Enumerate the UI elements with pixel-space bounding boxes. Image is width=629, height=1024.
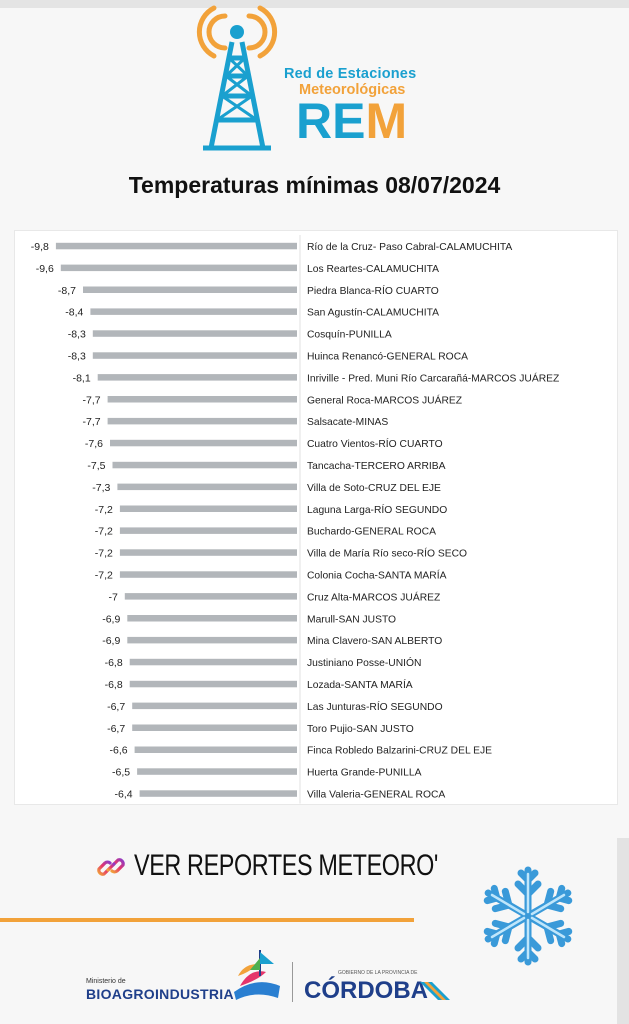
ver-reportes-label[interactable]: VER REPORTES METEORO' — [134, 849, 439, 882]
station-label: Salsacate-MINAS — [307, 417, 389, 429]
brand-acronym — [296, 93, 408, 149]
chart-bar — [61, 265, 297, 272]
station-label: Huinca Renancó-GENERAL ROCA — [307, 351, 468, 363]
station-label: Justiniano Posse-UNIÓN — [307, 658, 422, 670]
station-label: Los Reartes-CALAMUCHITA — [307, 263, 439, 275]
station-label: Inriville - Pred. Muni Río Carcarañá-MARCOS JUÁREZ — [307, 373, 560, 385]
bar-value-label: -8,3 — [67, 328, 86, 341]
station-label: Villa de Soto-CRUZ DEL EJE — [307, 482, 441, 494]
bar-value-label: -9,8 — [30, 241, 49, 253]
chart-title: Temperaturas mínimas 08/07/2024 — [128, 172, 501, 198]
station-label: Cosquín-PUNILLA — [307, 329, 392, 341]
chart-bar — [113, 462, 298, 469]
station-label: Lozada-SANTA MARÍA — [307, 680, 413, 691]
station-label: Tancacha-TERCERO ARRIBA — [307, 461, 446, 472]
brand-acronym-first: RE — [296, 93, 366, 149]
chart-bar — [110, 440, 297, 447]
station-label: Huerta Grande-PUNILLA — [307, 767, 422, 779]
chart-bar — [130, 659, 297, 666]
temperature-bar-chart — [15, 231, 617, 804]
snowflake-icon — [476, 862, 580, 970]
chart-bar — [93, 352, 297, 359]
station-label: Villa de María Río seco-RÍO SECO — [307, 548, 468, 560]
chart-bar — [127, 637, 297, 644]
chart-bar — [56, 243, 297, 250]
chart-bar — [120, 571, 297, 578]
chart-bar — [117, 484, 297, 491]
chart-bar — [108, 418, 297, 425]
station-label: Marull-SAN JUSTO — [307, 614, 397, 626]
bar-value-label: -7,7 — [82, 416, 101, 429]
cordoba-flag-stripe-icon — [420, 982, 450, 1000]
chart-bar — [127, 615, 297, 622]
bar-value-label: -7,2 — [94, 503, 113, 516]
station-label: General Roca-MARCOS JUÁREZ — [307, 395, 463, 407]
link-icon — [96, 852, 126, 882]
footer-cordoba: CÓRDOBA — [304, 977, 428, 1004]
bar-value-label: -6,7 — [107, 722, 126, 735]
footer-ministerio: Ministerio de — [86, 978, 126, 985]
bar-value-label: -7,7 — [82, 394, 101, 407]
bar-value-label: -8,1 — [72, 372, 91, 385]
bar-value-label: -8,7 — [57, 284, 76, 297]
station-label: Río de la Cruz- Paso Cabral-CALAMUCHITA — [307, 242, 513, 253]
chart-bar — [130, 681, 297, 688]
brand-acronym-last: M — [365, 93, 408, 149]
chart-bar — [120, 506, 297, 513]
bar-value-label: -7,6 — [84, 438, 103, 451]
bar-value-label: -7 — [108, 591, 118, 604]
bar-value-label: -8,3 — [67, 350, 86, 363]
bar-value-label: -6,9 — [102, 613, 121, 626]
page-edge — [617, 838, 629, 1024]
station-label: Piedra Blanca-RÍO CUARTO — [307, 285, 439, 297]
station-label: Buchardo-GENERAL ROCA — [307, 526, 436, 538]
chart-bar — [108, 396, 297, 403]
chart-bar — [90, 308, 297, 315]
bar-value-label: -6,8 — [104, 679, 123, 691]
station-label: Villa Valeria-GENERAL ROCA — [307, 789, 446, 801]
chart-bar — [120, 527, 297, 534]
bar-value-label: -6,8 — [104, 657, 123, 670]
footer-gobierno: GOBIERNO DE LA PROVINCIA DE — [338, 970, 418, 976]
chart-bar — [120, 549, 297, 556]
bar-value-label: -7,5 — [87, 460, 106, 472]
chart-panel — [14, 230, 618, 805]
bar-value-label: -7,2 — [94, 525, 113, 538]
chart-bar — [98, 374, 297, 381]
bar-value-label: -8,4 — [65, 306, 84, 319]
station-label: Cuatro Vientos-RÍO CUARTO — [307, 439, 443, 451]
bar-value-label: -6,6 — [109, 744, 128, 757]
station-label: Cruz Alta-MARCOS JUÁREZ — [307, 592, 441, 604]
footer-bioagroindustria: BIOAGROINDUSTRIA — [86, 986, 234, 1002]
bar-value-label: -6,9 — [102, 635, 121, 648]
chart-bar — [132, 725, 297, 732]
chart-bar — [132, 703, 297, 710]
station-label: Mina Clavero-SAN ALBERTO — [307, 636, 443, 648]
bar-value-label: -7,2 — [94, 547, 113, 560]
station-label: Colonia Cocha-SANTA MARÍA — [307, 570, 447, 582]
ministry-logo-icon — [230, 946, 282, 1002]
chart-bar — [93, 330, 297, 337]
station-label: Finca Robledo Balzarini-CRUZ DEL EJE — [307, 745, 493, 757]
bar-value-label: -6,5 — [112, 766, 131, 779]
chart-bar — [125, 593, 297, 600]
bar-value-label: -9,6 — [35, 262, 54, 275]
brand-line1: Red de Estaciones — [284, 66, 417, 82]
station-label: Las Junturas-RÍO SEGUNDO — [307, 701, 443, 713]
bar-value-label: -6,7 — [107, 700, 126, 713]
station-label: Laguna Larga-RÍO SEGUNDO — [307, 504, 448, 516]
footer-separator — [292, 962, 293, 1002]
brand-line2: Meteorológicas — [299, 82, 406, 98]
chart-bar — [135, 747, 297, 754]
bar-value-label: -7,3 — [92, 481, 111, 494]
chart-bar — [140, 790, 297, 797]
bar-value-label: -7,2 — [94, 569, 113, 582]
station-label: Toro Pujio-SAN JUSTO — [307, 723, 414, 735]
bar-value-label: -6,4 — [114, 788, 133, 801]
chart-bar — [137, 768, 297, 775]
orange-divider — [0, 918, 414, 922]
station-label: San Agustín-CALAMUCHITA — [307, 307, 439, 319]
chart-bar — [83, 287, 297, 294]
